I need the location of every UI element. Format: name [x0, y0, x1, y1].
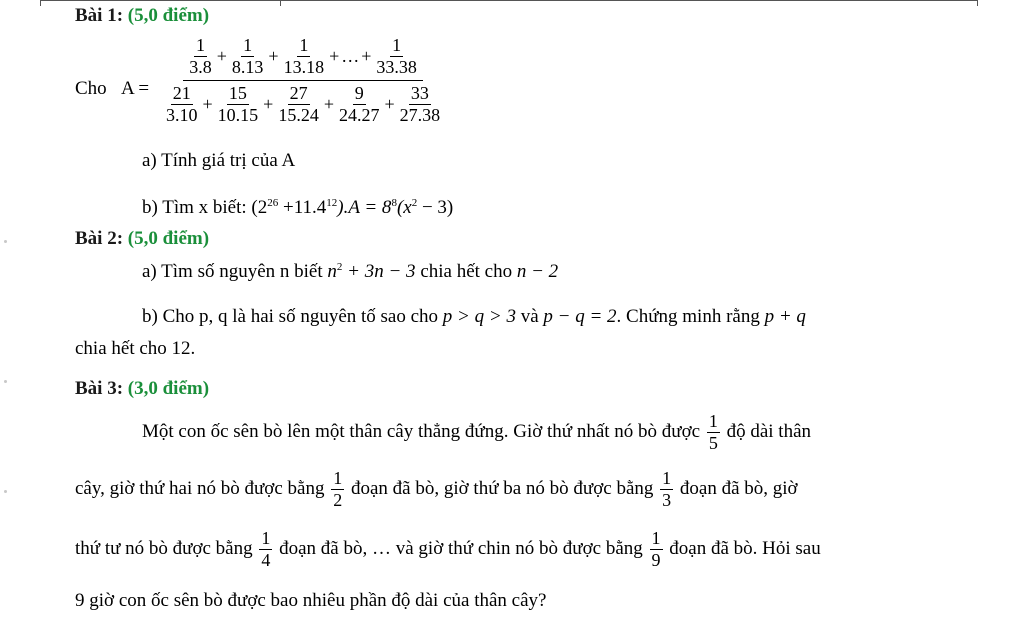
eq-part: (2 [251, 197, 268, 218]
frac-numerator: 15 [228, 82, 247, 103]
big-fraction-numerator [183, 36, 423, 81]
problem-2b-and: và [515, 306, 544, 327]
problem-2b-continuation: chia hết cho 12. [75, 338, 196, 359]
text-run: Một con ốc sên bò lên một thân cây thẳng đứng. Giờ thứ nhất nó bò được [142, 420, 705, 442]
frac-numerator: 1 [651, 528, 661, 548]
fraction-1-3 [660, 469, 673, 510]
page-top-border [40, 0, 978, 1]
problem-1-heading [75, 5, 209, 27]
problem-1-cho [75, 78, 107, 100]
problem-2-heading [75, 228, 209, 250]
text-run: cây, giờ thứ hai nó bò được bằng [75, 477, 330, 499]
problem-3-line4 [75, 590, 546, 612]
problem-3-line3 [75, 529, 821, 570]
problem-3-line1 [142, 412, 811, 453]
a-equals [121, 78, 149, 100]
fraction [216, 84, 261, 125]
frac-denominator: 3.8 [189, 56, 212, 77]
fraction-1-9 [650, 529, 663, 570]
frac-numerator: 1 [333, 468, 343, 488]
problem-title: Bài 2: [75, 228, 128, 249]
eq-part: ).A = 8 [337, 197, 392, 218]
plus-sign: + [268, 45, 279, 66]
frac-numerator: 9 [354, 82, 364, 103]
fraction-1-2 [331, 469, 344, 510]
text-run: thứ tư nó bò được bằng [75, 537, 258, 559]
frac-denominator: 8.13 [231, 56, 264, 77]
fraction [276, 84, 321, 125]
problem-2a-prefix: a) Tìm số nguyên n biết [142, 261, 328, 282]
frac-numerator: 1 [392, 35, 402, 55]
fraction [398, 84, 443, 125]
plus-sign: + [263, 93, 274, 114]
fraction [230, 36, 266, 77]
problem-1a-text: a) Tính giá trị của A [142, 150, 296, 171]
problem-3-line2 [75, 469, 798, 510]
frac-denominator: 10.15 [217, 104, 259, 125]
cho-label: Cho [75, 78, 107, 99]
problem-1b-prefix: b) Tìm x biết: [142, 197, 252, 218]
plus-sign: + [361, 45, 372, 66]
frac-numerator: 1 [662, 468, 672, 488]
ellipsis: … [341, 45, 360, 66]
problem-3-heading [75, 378, 209, 400]
eq-exponent: 2 [336, 261, 343, 273]
fraction-1-5 [707, 412, 720, 453]
fraction [164, 84, 200, 125]
a-equals-label: A = [121, 78, 150, 99]
text-run: 9 giờ con ốc sên bò được bao nhiêu phần độ dài của thân cây? [75, 590, 547, 611]
border-tick [280, 0, 281, 6]
problem-points: (3,0 điểm) [127, 378, 210, 399]
math-expr: n [327, 261, 337, 282]
fraction [374, 36, 419, 77]
problem-1b-equation [251, 197, 453, 218]
plus-sign: + [323, 93, 334, 114]
plus-sign: + [216, 45, 227, 66]
text-run: đoạn đã bò, … và giờ thứ chin nó bò được bằng [274, 537, 648, 559]
frac-denominator: 13.18 [283, 56, 325, 77]
frac-denominator: 3.10 [166, 104, 198, 125]
frac-denominator: 5 [708, 432, 718, 453]
text-run: đoạn đã bò, giờ thứ ba nó bò được bằng [346, 477, 659, 499]
math-expr: p − q = 2 [543, 306, 617, 327]
margin-mark [4, 380, 7, 383]
border-tick [40, 0, 41, 6]
problem-title: Bài 1: [75, 5, 128, 26]
fraction [187, 36, 214, 77]
math-expr: p + q [764, 306, 806, 327]
eq-part: (x [396, 197, 412, 218]
plus-sign: + [202, 93, 213, 114]
big-fraction-denominator [160, 81, 446, 125]
plus-sign: + [329, 45, 340, 66]
eq-exponent: 12 [326, 197, 338, 209]
problem-2a-mid: chia hết cho [415, 261, 517, 282]
frac-numerator: 21 [172, 82, 191, 103]
big-fraction-A [160, 36, 446, 125]
frac-numerator: 1 [299, 35, 309, 55]
problem-2b-mid: . Chứng minh rằng [616, 306, 765, 327]
frac-denominator: 33.38 [376, 56, 417, 77]
margin-mark [4, 490, 7, 493]
frac-denominator: 2 [333, 489, 343, 510]
eq-exponent: 26 [267, 197, 279, 209]
margin-mark [4, 240, 7, 243]
math-expr: + 3n − 3 [342, 261, 416, 282]
frac-numerator: 1 [243, 35, 253, 55]
frac-numerator: 1 [196, 35, 205, 55]
text-run: đoạn đã bò, giờ [675, 477, 798, 499]
problem-2b [142, 306, 806, 328]
border-tick [977, 0, 978, 6]
eq-part: − 3) [417, 197, 454, 218]
frac-numerator: 33 [410, 82, 429, 103]
problem-title: Bài 3: [75, 378, 128, 399]
problem-1a [142, 150, 295, 172]
problem-2b-prefix: b) Cho p, q là hai số nguyên tố sao cho [142, 306, 443, 327]
frac-denominator: 24.27 [338, 104, 380, 125]
frac-numerator: 1 [708, 411, 718, 431]
frac-denominator: 15.24 [278, 104, 319, 125]
problem-1b [142, 197, 453, 219]
frac-numerator: 27 [289, 82, 308, 103]
problem-2a [142, 261, 558, 283]
math-expr: n − 2 [516, 261, 559, 282]
eq-exponent: 8 [391, 197, 397, 209]
math-expr: p > q > 3 [442, 306, 516, 327]
eq-part: +11.4 [278, 197, 327, 218]
problem-2b-line2 [75, 338, 195, 360]
problem-points: (5,0 điểm) [127, 5, 210, 26]
frac-denominator: 4 [261, 549, 271, 570]
problem-points: (5,0 điểm) [127, 228, 210, 249]
eq-exponent: 2 [411, 197, 418, 209]
fraction [282, 36, 327, 77]
text-run: đoạn đã bò. Hỏi sau [664, 537, 821, 559]
frac-denominator: 27.38 [399, 104, 441, 125]
plus-sign: + [384, 93, 395, 114]
frac-denominator: 3 [662, 489, 672, 510]
fraction-1-4 [259, 529, 272, 570]
frac-denominator: 9 [651, 549, 661, 570]
frac-numerator: 1 [261, 528, 271, 548]
text-run: độ dài thân [721, 420, 812, 442]
fraction [337, 84, 382, 125]
